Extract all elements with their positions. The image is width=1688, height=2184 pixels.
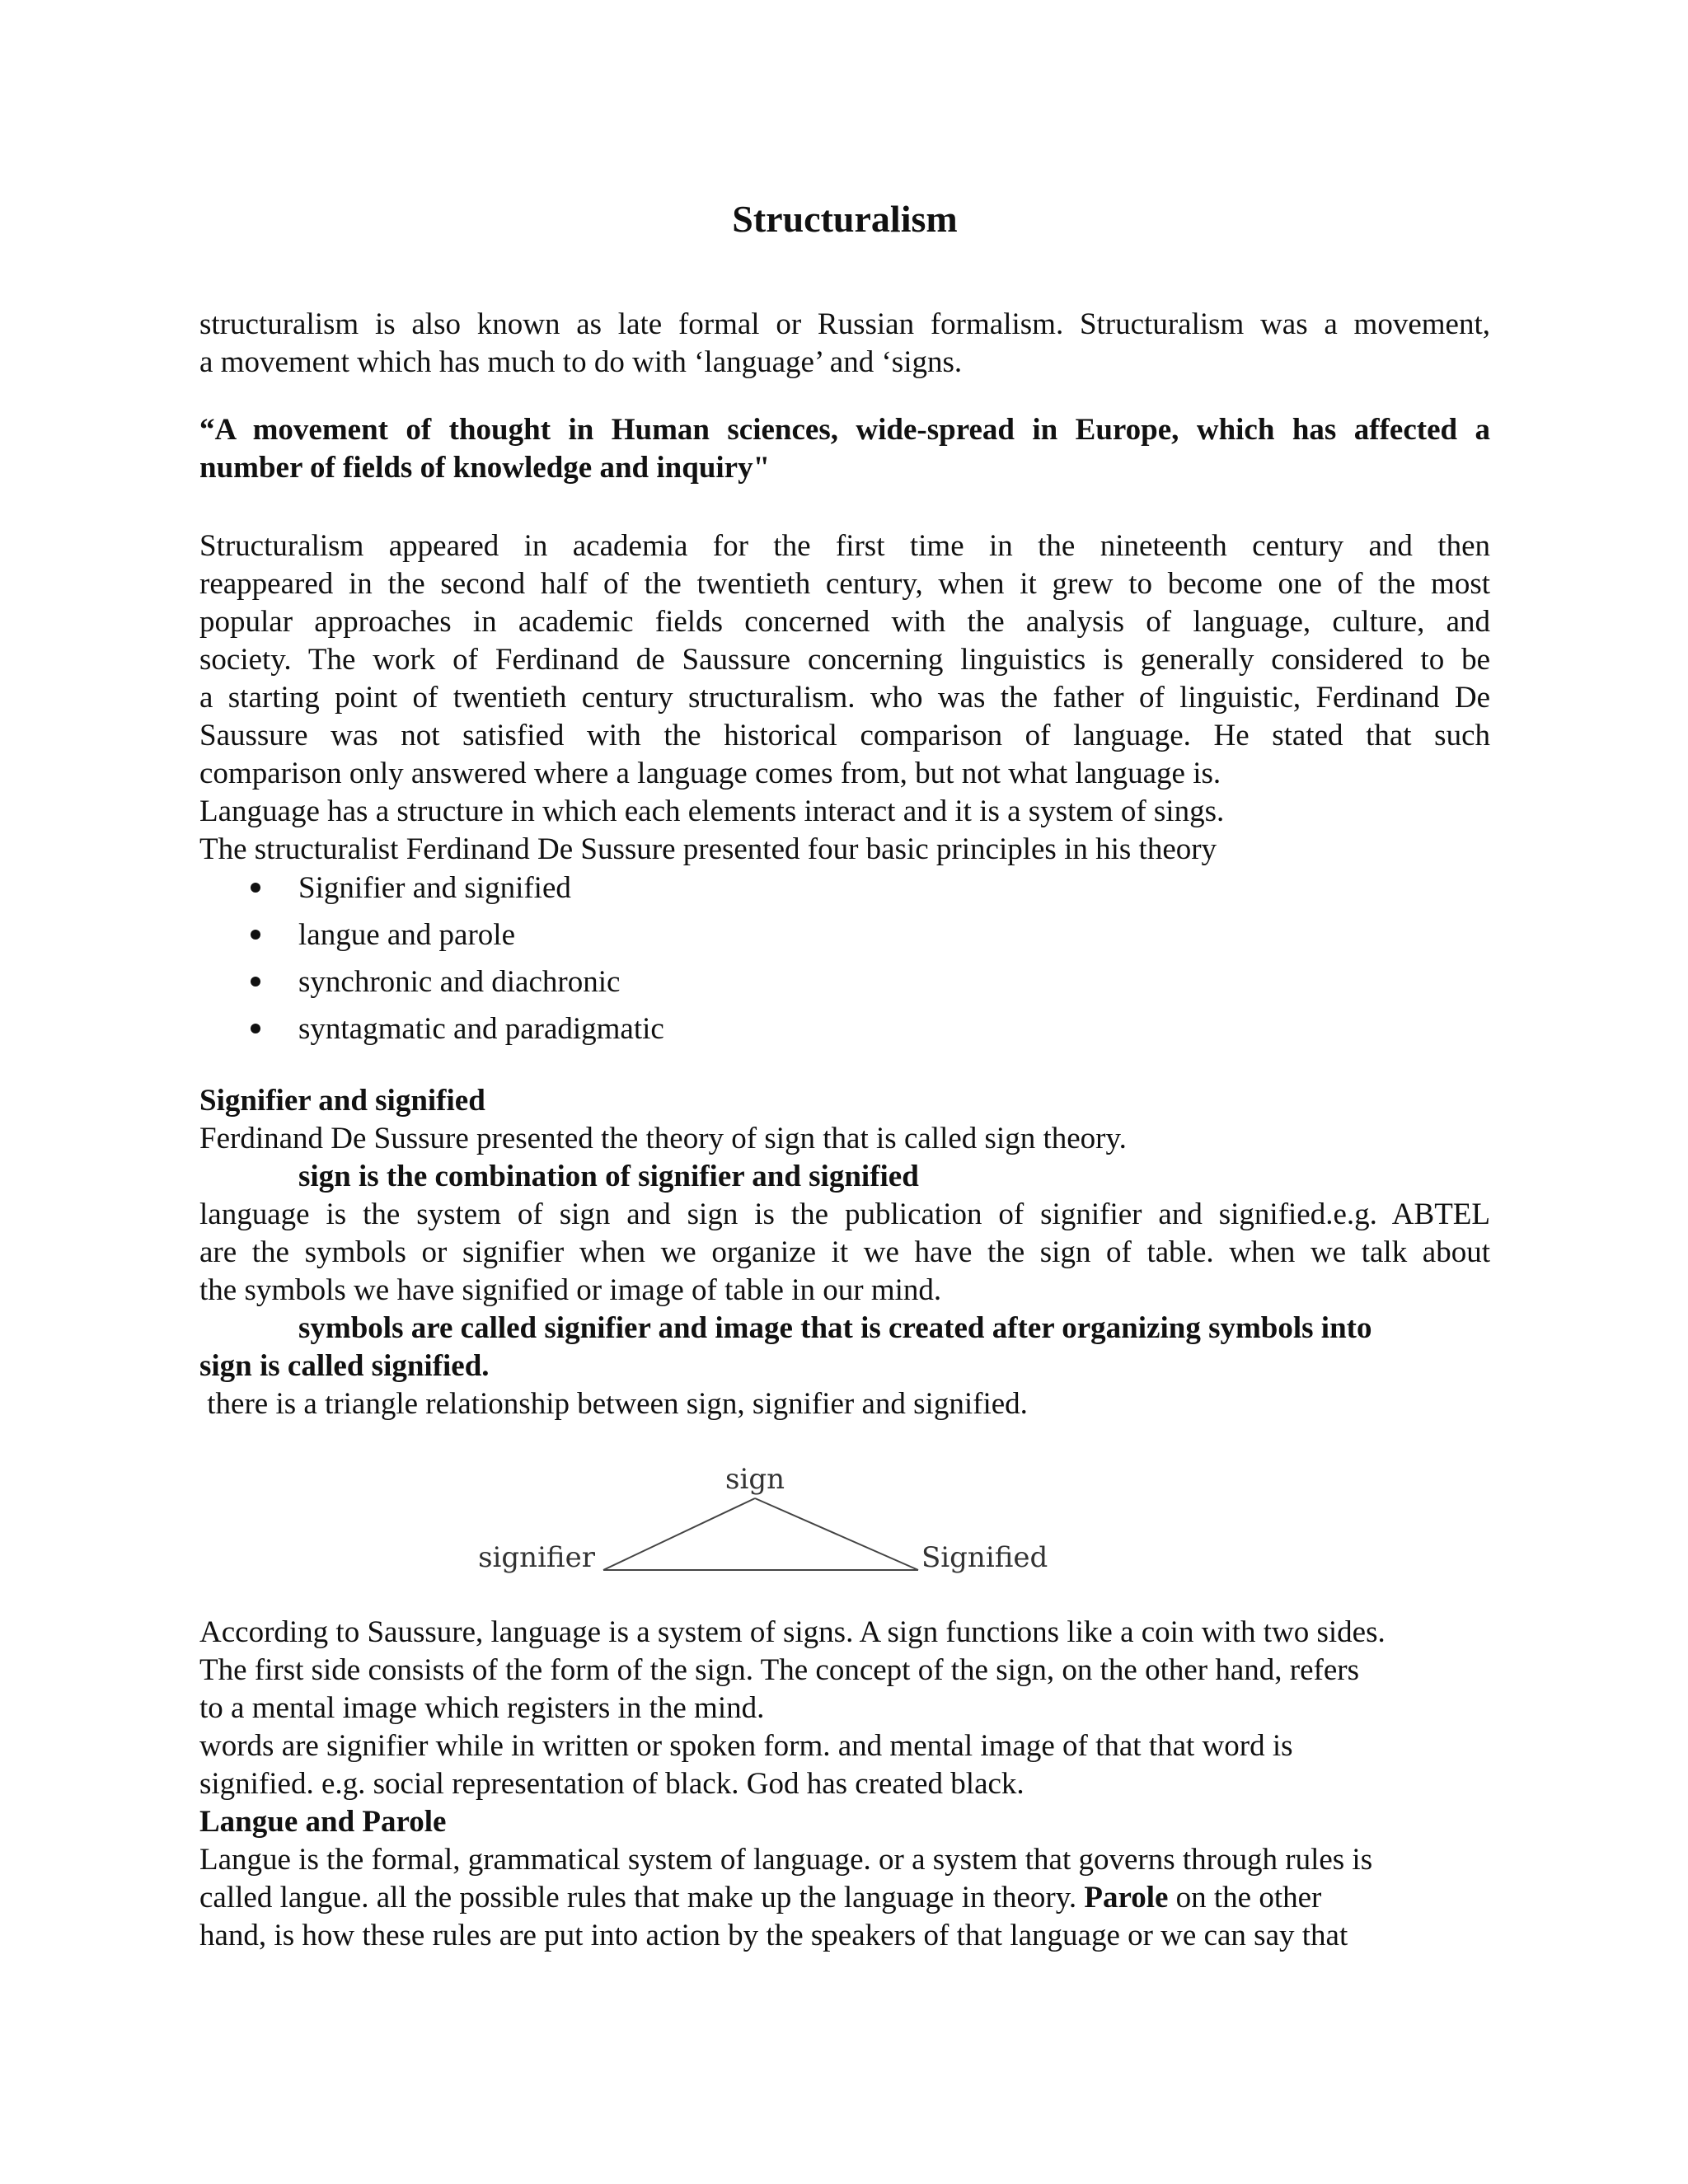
paragraph-line: comparison only answered where a language comes from, but not what language is. xyxy=(199,757,1221,790)
list-item-label: Signifier and signified xyxy=(298,871,571,905)
intro-line: structuralism is also known as late formal or Russian formalism. Structuralism was a movement, xyxy=(199,307,1490,341)
emphasis-line: symbols are called signifier and image that is created after organizing symbols into xyxy=(298,1311,1372,1345)
section-heading: Langue and Parole xyxy=(199,1805,447,1839)
triangle-svg xyxy=(465,1457,1124,1589)
paragraph-line: language is the system of sign and sign is the publication of signifier and signified.e.g. ABTEL xyxy=(199,1197,1490,1231)
bullet-icon xyxy=(251,1024,260,1033)
diagram-label-signified: Signified xyxy=(921,1541,1048,1574)
list-item-label: syntagmatic and paradigmatic xyxy=(298,1012,664,1046)
bullet-icon xyxy=(251,930,260,940)
section-heading: Signifier and signified xyxy=(199,1084,485,1118)
paragraph-line: Structuralism appeared in academia for the first time in the nineteenth century and then xyxy=(199,529,1490,563)
paragraph-line: hand, is how these rules are put into action by the speakers of that language or we can say that xyxy=(199,1919,1348,1952)
list-item xyxy=(199,1010,664,1057)
quote-line: “A movement of thought in Human sciences, wide-spread in Europe, which has affected a xyxy=(199,413,1490,447)
list-item xyxy=(199,869,664,916)
triangle-right-edge xyxy=(755,1498,918,1570)
saussure-paragraph xyxy=(199,1614,1490,1955)
principles-line: The structuralist Ferdinand De Sussure presented four basic principles in his theory xyxy=(199,832,1217,866)
paragraph-line: signified. e.g. social representation of black. God has created black. xyxy=(199,1767,1025,1801)
sign-theory-line: Ferdinand De Sussure presented the theory of sign that is called sign theory. xyxy=(199,1122,1127,1155)
paragraph-line: words are signifier while in written or spoken form. and mental image of that that word is xyxy=(199,1729,1293,1763)
bullet-icon xyxy=(251,977,260,987)
list-item xyxy=(199,916,664,963)
quote-paragraph xyxy=(199,411,1490,487)
diagram-label-signifier: signifier xyxy=(478,1541,595,1574)
paragraph-line: are the symbols or signifier when we organize it we have the sign of table. when we talk about xyxy=(199,1235,1490,1269)
intro-paragraph xyxy=(199,306,1490,382)
page-title: Structuralism xyxy=(732,198,958,240)
diagram-label-sign: sign xyxy=(725,1463,785,1496)
sign-combination-line: sign is the combination of signifier and signified xyxy=(298,1160,919,1193)
paragraph-line: the symbols we have signified or image of table in our mind. xyxy=(199,1273,942,1307)
sign-triangle-diagram xyxy=(465,1457,1124,1589)
language-structure-line: Language has a structure in which each elements interact and it is a system of sings. xyxy=(199,794,1225,828)
paragraph-line: reappeared in the second half of the twentieth century, when it grew to become one of the most xyxy=(199,567,1490,601)
emphasis-line: sign is called signified. xyxy=(199,1349,490,1383)
triangle-left-edge xyxy=(603,1498,755,1570)
paragraph-line: According to Saussure, language is a system of signs. A sign functions like a coin with two sides. xyxy=(199,1615,1386,1649)
paragraph-line: to a mental image which registers in the mind. xyxy=(199,1691,765,1725)
text-run: on the other xyxy=(1168,1881,1322,1915)
intro-line: a movement which has much to do with ‘language’ and ‘signs. xyxy=(199,345,963,379)
paragraph-line: society. The work of Ferdinand de Saussure concerning linguistics is generally considered to be xyxy=(199,643,1490,677)
principles-list xyxy=(199,869,664,1057)
paragraph-line: Saussure was not satisfied with the historical comparison of language. He stated that such xyxy=(199,719,1490,752)
quote-line: number of fields of knowledge and inquiry" xyxy=(199,451,771,485)
bullet-icon xyxy=(251,883,260,893)
paragraph-line xyxy=(199,1879,1490,1917)
paragraph-line: a starting point of twentieth century structuralism. who was the father of linguistic, Ferdinand De xyxy=(199,681,1490,715)
signifier-section xyxy=(199,1082,1490,1423)
parole-term: Parole xyxy=(1084,1881,1169,1915)
triangle-line: there is a triangle relationship between sign, signifier and signified. xyxy=(199,1387,1028,1421)
paragraph-line: Langue is the formal, grammatical system of language. or a system that governs through rules is xyxy=(199,1843,1373,1877)
list-item-label: synchronic and diachronic xyxy=(298,965,621,999)
history-paragraph xyxy=(199,527,1490,869)
paragraph-line: popular approaches in academic fields concerned with the analysis of language, culture, and xyxy=(199,605,1490,639)
text-run: called langue. all the possible rules that make up the language in theory. xyxy=(199,1881,1085,1915)
list-item-label: langue and parole xyxy=(298,918,515,952)
paragraph-line: The first side consists of the form of the sign. The concept of the sign, on the other hand, refers xyxy=(199,1653,1360,1687)
list-item xyxy=(199,963,664,1010)
